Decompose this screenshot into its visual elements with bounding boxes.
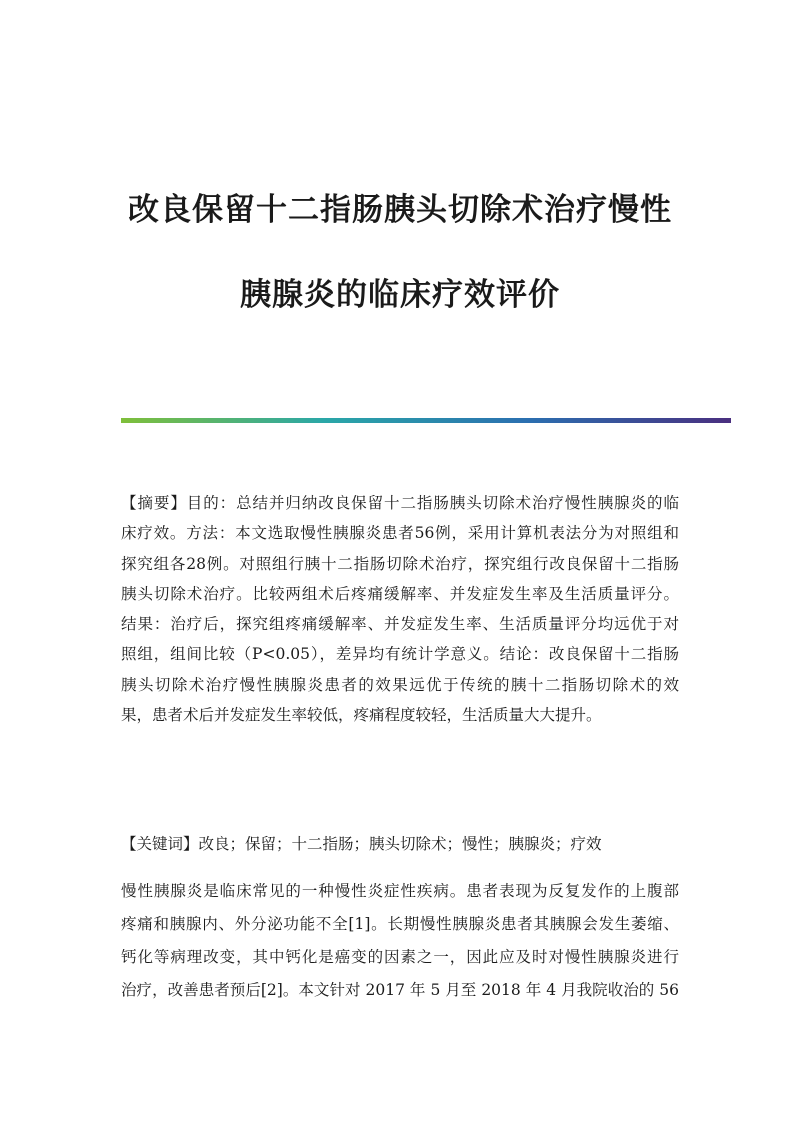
body-line: 钙化等病理改变，其中钙化是癌变的因素之一，因此应及时对慢性胰腺炎进行 [121,948,679,966]
abstract-line: 胰头切除术治疗慢性胰腺炎患者的效果远优于传统的胰十二指肠切除术的效 [121,675,679,694]
body-line: 慢性胰腺炎是临床常见的一种慢性炎症性疾病。患者表现为反复发作的上腹部 [121,882,679,900]
abstract-line: 果，患者术后并发症发生率较低，疼痛程度较轻，生活质量大大提升。 [121,706,602,725]
body-paragraph [121,875,679,1007]
body-line: 治疗，改善患者预后[2]。本文针对 2017 年 5 月至 2018 年 4 月我院收治的 56 [121,981,679,999]
document-title-line-2: 胰腺炎的临床疗效评价 [240,277,560,313]
body-line: 疼痛和胰腺内、外分泌功能不全[1]。长期慢性胰腺炎患者其胰腺会发生萎缩、 [121,915,679,933]
abstract-line: 胰头切除术治疗。比较两组术后疼痛缓解率、并发症发生率及生活质量评分。 [121,584,679,603]
document-title-line-1: 改良保留十二指肠胰头切除术治疗慢性 [128,192,672,228]
keywords-line: 【关键词】改良；保留；十二指肠；胰头切除术；慢性；胰腺炎；疗效 [121,835,602,853]
abstract-line: 床疗效。方法：本文选取慢性胰腺炎患者56例，采用计算机表法分为对照组和 [121,524,679,543]
abstract-line: 照组，组间比较（P<0.05），差异均有统计学意义。结论：改良保留十二指肠 [121,645,679,664]
abstract-line: 【摘要】目的：总结并归纳改良保留十二指肠胰头切除术治疗慢性胰腺炎的临 [121,494,679,512]
abstract-line: 探究组各28例。对照组行胰十二指肠切除术治疗，探究组行改良保留十二指肠 [121,554,679,573]
abstract-line: 结果：治疗后，探究组疼痛缓解率、并发症发生率、生活质量评分均远优于对 [121,615,679,634]
title-divider [121,418,731,423]
abstract-section [121,488,679,730]
